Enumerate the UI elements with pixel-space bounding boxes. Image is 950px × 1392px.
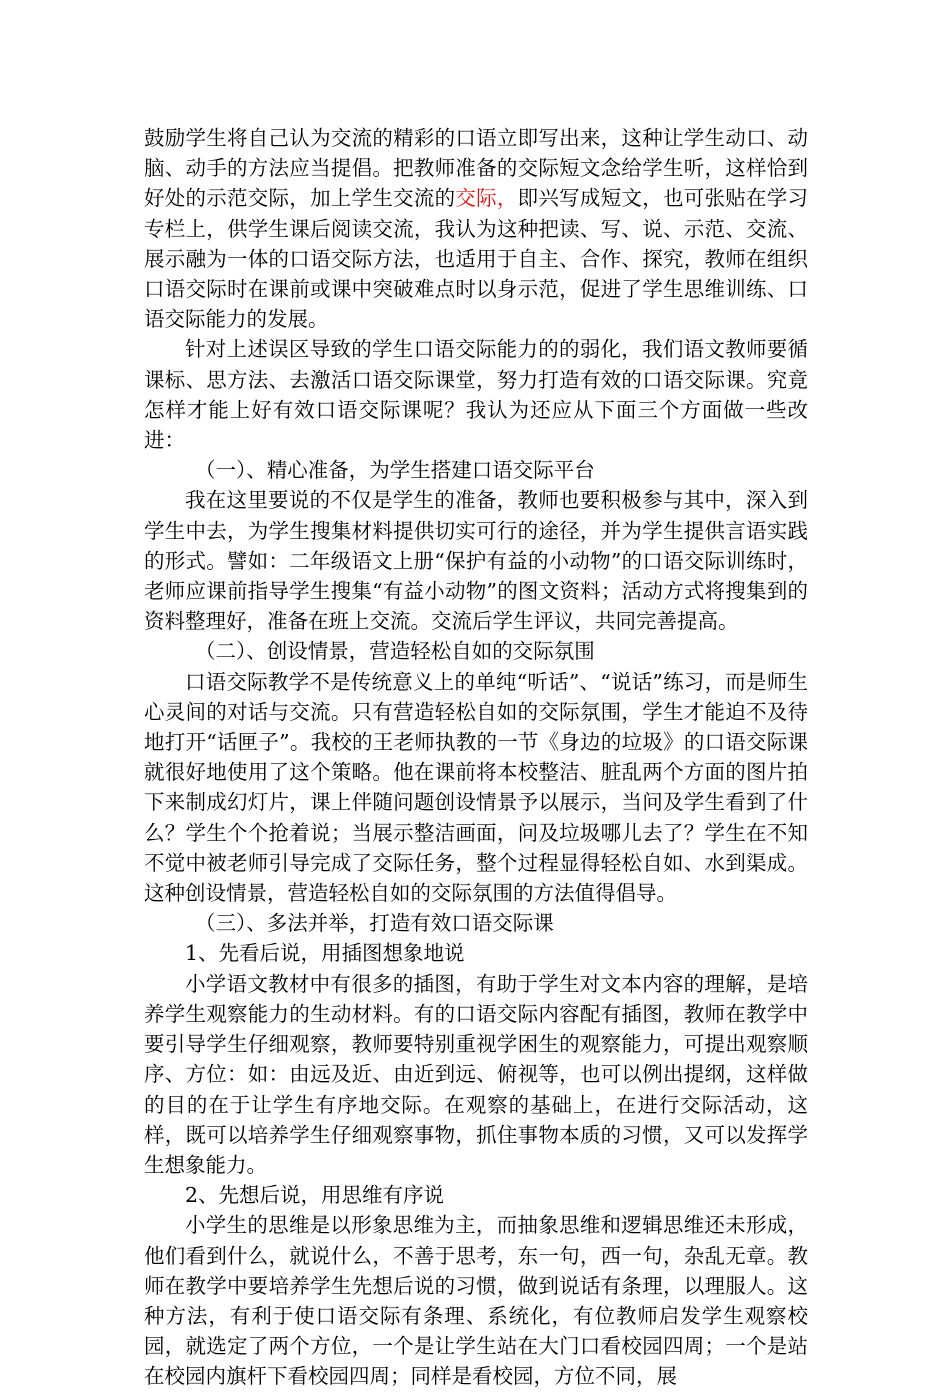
paragraph-4: 口语交际教学不是传统意义上的单纯“听话”、“说话”练习，而是师生心灵间的对话与交流。只有营造轻松自如的交际氛围，学生才能迫不及待地打开“话匣子”。我校的王老师执教的一节《身边的垃圾》的口语交际课就很好地使用了这个策略。他在课前将本校整洁、脏乱两个方面的图片拍下来制成幻灯片，课上伴随问题创设情景予以展示，当问及学生看到了什么？学生个个抢着说；当展示整洁画面，问及垃圾哪儿去了？学生在不知不觉中被老师引导完成了交际任务，整个过程显得轻松自如、水到渠成。这种创设情景，营造轻松自如的交际氛围的方法值得倡导。 — [144, 669, 808, 906]
paragraph-6: 小学生的思维是以形象思维为主，而抽象思维和逻辑思维还未形成，他们看到什么，就说什么，不善于思考，东一句，西一句，杂乱无章。教师在教学中要培养学生先想后说的习惯，做到说话有条理，以理服人。这种方法，有利于使口语交际有条理、系统化，有位教师启发学生观察校园，就选定了两个方位，一个是让学生站在大门口看校园四周；一个是站在校园内旗杆下看校园四周；同样是看校园，方位不同，展 — [144, 1213, 808, 1389]
highlighted-word: 交际， — [455, 186, 518, 211]
section-heading-3: （三）、多法并举，打造有效口语交际课 — [195, 911, 554, 936]
section-heading-1: （一）、精心准备，为学生搭建口语交际平台 — [195, 458, 595, 483]
section-heading-2: （二）、创设情景，营造轻松自如的交际氛围 — [195, 639, 595, 664]
paragraph-1-text-a: 鼓励学生将自己认为交流的精彩的口语立即写出来，这种让学生动口、动脑、动手的方法应当提倡。把教师准备的交际短文念给学生听，这样恰到好处的示范交际，加上学生交流的 — [144, 126, 808, 211]
paragraph-1-text-b: 即兴写成短文，也可张贴在学习专栏上，供学生课后阅读交流，我认为这种把读、写、说、示范、交流、展示融为一体的口语交际方法，也适用于自主、合作、探究，教师在组织口语交际时在课前或课中突破难点时以身示范，促进了学生思维训练、口语交际能力的发展。 — [144, 186, 809, 332]
paragraph-3: 我在这里要说的不仅是学生的准备，教师也要积极参与其中，深入到学生中去，为学生搜集材料提供切实可行的途径，并为学生提供言语实践的形式。譬如：二年级语文上册“保护有益的小动物”的口语交际训练时，老师应课前指导学生搜集“有益小动物”的图文资料；活动方式将搜集到的资料整理好，准备在班上交流。交流后学生评议，共同完善提高。 — [144, 488, 808, 634]
document-page — [144, 123, 808, 1392]
paragraph-5: 小学语文教材中有很多的插图，有助于学生对文本内容的理解，是培养学生观察能力的生动材料。有的口语交际内容配有插图，教师在教学中要引导学生仔细观察，教师要特别重视学困生的观察能力，可提出观察顺序、方位：如：由远及近、由近到远、俯视等，也可以例出提纲，这样做的目的在于让学生有序地交际。在观察的基础上，在进行交际活动，这样，既可以培养学生仔细观察事物，抓住事物本质的习惯，又可以发挥学生想象能力。 — [144, 971, 808, 1177]
subheading-1: 1、先看后说，用插图想象地说 — [185, 941, 465, 966]
subheading-2: 2、先想后说，用思维有序说 — [185, 1183, 445, 1208]
paragraph-2: 针对上述误区导致的学生口语交际能力的的弱化，我们语文教师要循课标、思方法、去激活口语交际课堂，努力打造有效的口语交际课。究竟怎样才能上好有效口语交际课呢？我认为还应从下面三个方面做一些改进： — [144, 337, 808, 453]
paragraph-1 — [144, 123, 808, 334]
